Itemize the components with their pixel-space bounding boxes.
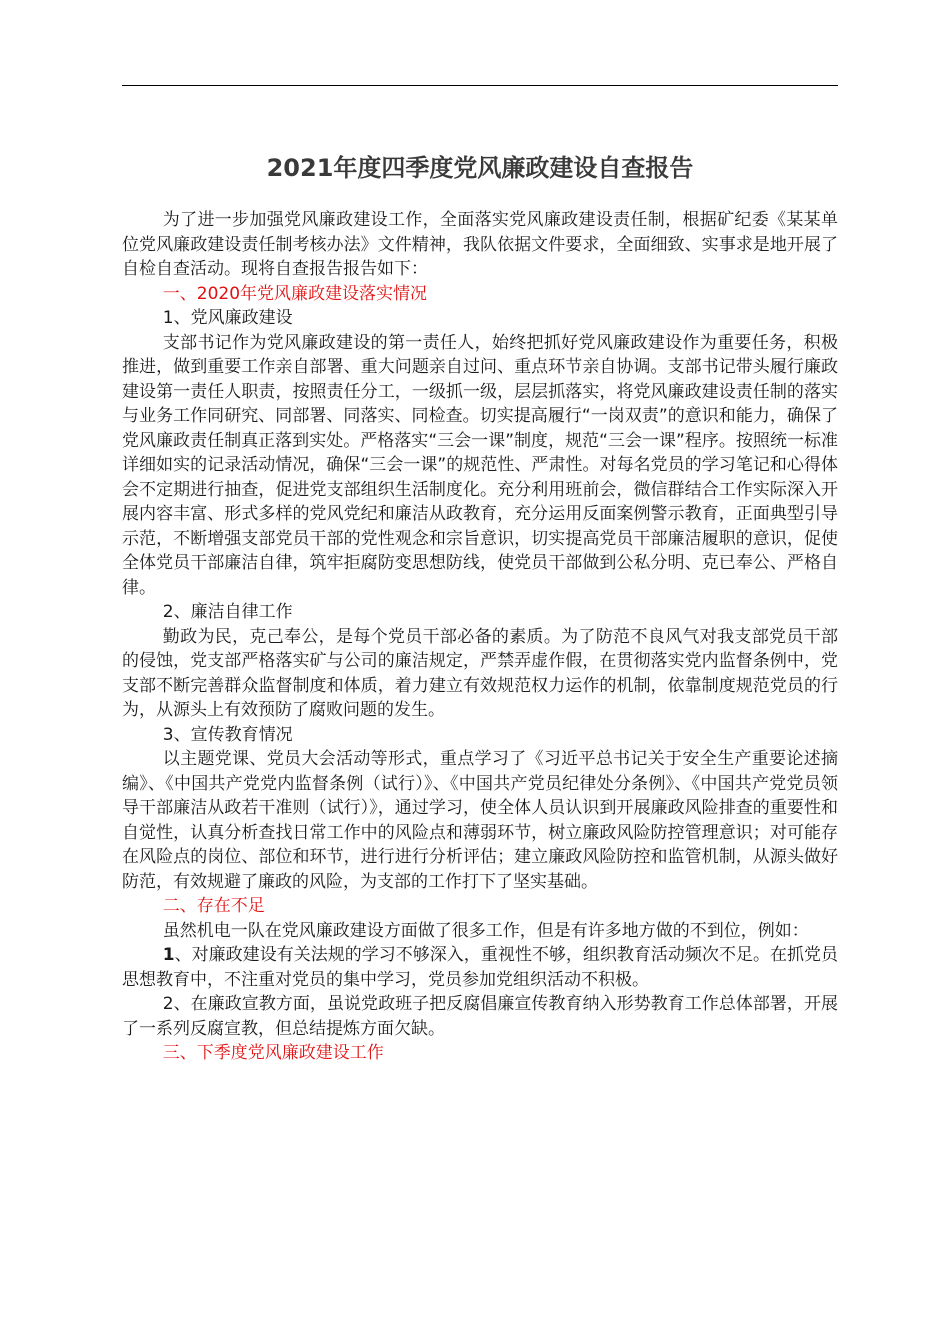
paragraph-shortcoming-1 xyxy=(122,943,838,992)
section-heading-1: 一、2020年党风廉政建设落实情况 xyxy=(162,283,428,304)
section-heading-3: 三、下季度党风廉政建设工作 xyxy=(162,1043,384,1063)
document-body xyxy=(122,208,838,1066)
subheading-1-3: 3、宣传教育情况 xyxy=(162,724,293,745)
shortcoming-1-text: 、对廉政建设有关法规的学习不够深入，重视性不够，组织教育活动频次不足。在抓党员思想教育中，不注重对党员的集中学习，党员参加党组织活动不积极。 xyxy=(122,945,838,990)
paragraph-self-discipline: 勤政为民，克己奉公，是每个党员干部必备的素质。为了防范不良风气对我支部党员干部的侵蚀，党支部严格落实矿与公司的廉洁规定，严禁弄虚作假，在贯彻落实党内监督条例中，党支部不断完善群众监督制度和体质，着力建立有效规范权力运作的机制，依靠制度规范党员的行为，从源头上有效预防了腐败问题的发生。 xyxy=(122,626,838,720)
paragraph-shortcoming-2: 2、在廉政宣教方面，虽说党政班子把反腐倡廉宣传教育纳入形势教育工作总体部署，开展了一系列反腐宣教，但总结提炼方面欠缺。 xyxy=(122,994,838,1039)
paragraph-shortcomings-intro: 虽然机电一队在党风廉政建设方面做了很多工作，但是有许多地方做的不到位，例如： xyxy=(162,920,809,941)
intro-paragraph: 为了进一步加强党风廉政建设工作，全面落实党风廉政建设责任制，根据矿纪委《某某单位党风廉政建设责任制考核办法》文件精神，我队依据文件要求，全面细致、实事求是地开展了自检自查活动。现将自查报告报告如下： xyxy=(122,210,838,279)
subheading-1-2: 2、廉洁自律工作 xyxy=(162,602,293,622)
header-rule xyxy=(122,85,838,86)
paragraph-education: 以主题党课、党员大会活动等形式，重点学习了《习近平总书记关于安全生产重要论述摘编》、《中国共产党党内监督条例（试行）》、《中国共产党员纪律处分条例》、《中国共产党党员领导干部廉洁从政若干准则（试行）》，通过学习，使全体人员认识到开展廉政风险排查的重要性和自觉性，认真分析查找日常工作中的风险点和薄弱环节，树立廉政风险防控管理意识；对可能存在风险点的岗位、部位和环节，进行进行分析评估；建立廉政风险防控和监管机制，从源头做好防范，有效规避了廉政的风险，为支部的工作打下了坚实基础。 xyxy=(122,749,838,892)
document-title: 2021年度四季度党风廉政建设自查报告 xyxy=(266,154,694,182)
shortcoming-1-number: 1 xyxy=(162,945,175,965)
paragraph-party-building: 支部书记作为党风廉政建设的第一责任人，始终把抓好党风廉政建设作为重要任务，积极推进，做到重要工作亲自部署、重大问题亲自过问、重点环节亲自协调。支部书记带头履行廉政建设第一责任人职责，按照责任分工，一级抓一级，层层抓落实，将党风廉政建设责任制的落实与业务工作同研究、同部署、同落实、同检查。切实提高履行“一岗双责”的意识和能力，确保了党风廉政责任制真正落到实处。严格落实“三会一课”制度，规范“三会一课”程序。按照统一标准详细如实的记录活动情况，确保“三会一课”的规范性、严肃性。对每名党员的学习笔记和心得体会不定期进行抽查，促进党支部组织生活制度化。充分利用班前会，微信群结合工作实际深入开展内容丰富、形式多样的党风党纪和廉洁从政教育，充分运用反面案例警示教育，正面典型引导示范，不断增强支部党员干部的党性观念和宗旨意识，切实提高党员干部廉洁履职的意识，促使全体党员干部廉洁自律，筑牢拒腐防变思想防线，使党员干部做到公私分明、克已奉公、严格自律。 xyxy=(122,332,838,598)
section-heading-2: 二、存在不足 xyxy=(162,896,265,916)
subheading-1-1: 1、党风廉政建设 xyxy=(162,308,293,328)
